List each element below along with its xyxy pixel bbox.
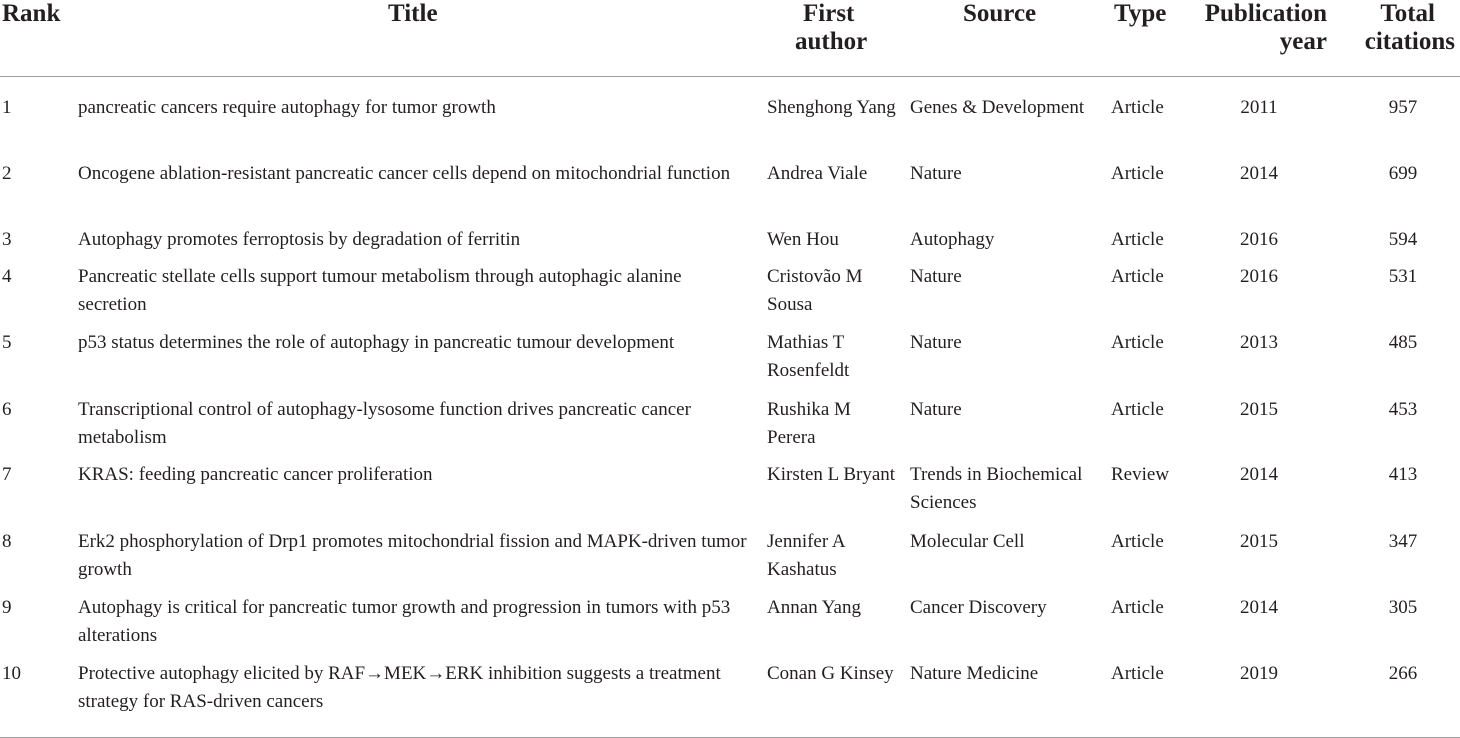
- cell-citations: 453: [1388, 399, 1418, 420]
- header-publication-year-line1: Publication: [1204, 0, 1327, 27]
- cell-title: KRAS: feeding pancreatic cancer proliferation: [78, 464, 433, 485]
- cell-source: Nature: [910, 163, 962, 184]
- cell-citations: 699: [1388, 163, 1418, 184]
- cell-type: Article: [1111, 597, 1164, 618]
- cell-year: 2014: [1240, 597, 1278, 618]
- cell-first-author: Cristovão M Sousa: [767, 266, 863, 315]
- table-header: [0, 0, 1460, 77]
- cell-title: Oncogene ablation-resistant pancreatic cancer cells depend on mitochondrial function: [78, 163, 731, 184]
- cell-source: Nature: [910, 399, 962, 420]
- cell-rank: 1: [2, 97, 12, 118]
- cell-source: Nature Medicine: [910, 663, 1039, 684]
- cell-source: Nature: [910, 332, 962, 353]
- cell-citations: 413: [1388, 464, 1418, 485]
- header-first-author-line2: author: [795, 28, 868, 55]
- cell-first-author: Mathias T Rosenfeldt: [767, 332, 850, 381]
- cell-title: Erk2 phosphorylation of Drp1 promotes mitochondrial fission and MAPK-driven tumor growth: [78, 531, 747, 580]
- header-title: Title: [388, 0, 438, 27]
- cell-citations: 485: [1388, 332, 1418, 353]
- cell-rank: 5: [2, 332, 12, 353]
- header-divider: [0, 76, 1460, 77]
- cell-year: 2013: [1240, 332, 1278, 353]
- cell-title: Autophagy promotes ferroptosis by degradation of ferritin: [78, 229, 521, 250]
- cell-title: p53 status determines the role of autophagy in pancreatic tumour development: [78, 332, 675, 353]
- cell-year: 2016: [1240, 266, 1278, 287]
- header-total-citations-line2: citations: [1364, 28, 1455, 55]
- header-first-author: [795, 0, 868, 56]
- cell-citations: 594: [1388, 229, 1418, 250]
- cell-rank: 2: [2, 163, 12, 184]
- cell-source: Cancer Discovery: [910, 597, 1047, 618]
- cell-type: Article: [1111, 399, 1164, 420]
- header-total-citations: [1353, 0, 1455, 56]
- cell-first-author: Wen Hou: [767, 229, 839, 250]
- cell-title: Transcriptional control of autophagy-lysosome function drives pancreatic cancer metabolism: [78, 399, 691, 448]
- cell-type: Article: [1111, 229, 1164, 250]
- cell-year: 2014: [1240, 163, 1278, 184]
- cell-rank: 8: [2, 531, 12, 552]
- cell-citations: 531: [1388, 266, 1418, 287]
- cell-first-author: Conan G Kinsey: [767, 663, 894, 684]
- header-publication-year: [1193, 0, 1327, 56]
- header-type: Type: [1114, 0, 1167, 27]
- cell-source: Molecular Cell: [910, 531, 1025, 552]
- cell-title: Autophagy is critical for pancreatic tumor growth and progression in tumors with p53 alterations: [78, 597, 731, 646]
- header-publication-year-line2: year: [1279, 28, 1327, 55]
- header-total-citations-line1: Total: [1380, 0, 1435, 27]
- cell-citations: 266: [1388, 663, 1418, 684]
- cell-year: 2019: [1240, 663, 1278, 684]
- cell-title: pancreatic cancers require autophagy for tumor growth: [78, 97, 496, 118]
- header-first-author-line1: First: [803, 0, 855, 27]
- cell-source: Genes & Development: [910, 97, 1085, 118]
- header-rank: Rank: [2, 0, 61, 27]
- cell-type: Article: [1111, 97, 1164, 118]
- cell-citations: 957: [1388, 97, 1418, 118]
- cell-rank: 9: [2, 597, 12, 618]
- cell-year: 2011: [1240, 97, 1278, 118]
- cell-year: 2016: [1240, 229, 1278, 250]
- cell-rank: 7: [2, 464, 12, 485]
- cell-citations: 305: [1388, 597, 1418, 618]
- cell-citations: 347: [1388, 531, 1418, 552]
- cell-first-author: Kirsten L Bryant: [767, 464, 896, 485]
- cell-source: Nature: [910, 266, 962, 287]
- cell-type: Article: [1111, 332, 1164, 353]
- cell-first-author: Jennifer A Kashatus: [767, 531, 845, 580]
- cell-source: Trends in Biochemical Sciences: [910, 464, 1083, 513]
- cell-first-author: Shenghong Yang: [767, 97, 896, 118]
- cell-rank: 6: [2, 399, 12, 420]
- cell-type: Article: [1111, 163, 1164, 184]
- cell-year: 2015: [1240, 399, 1278, 420]
- cell-source: Autophagy: [910, 229, 995, 250]
- cell-title: Protective autophagy elicited by RAF→MEK→ERK inhibition suggests a treatment strategy for RAS-driven cancers: [78, 663, 721, 712]
- cell-year: 2015: [1240, 531, 1278, 552]
- cell-first-author: Annan Yang: [767, 597, 861, 618]
- cell-first-author: Rushika M Perera: [767, 399, 851, 448]
- cell-type: Article: [1111, 531, 1164, 552]
- cell-type: Review: [1111, 464, 1170, 485]
- cell-rank: 10: [2, 663, 21, 684]
- cell-rank: 3: [2, 229, 12, 250]
- cell-title: Pancreatic stellate cells support tumour metabolism through autophagic alanine secretion: [78, 266, 682, 315]
- cell-type: Article: [1111, 266, 1164, 287]
- cell-rank: 4: [2, 266, 12, 287]
- header-source: Source: [963, 0, 1037, 27]
- cell-year: 2014: [1240, 464, 1278, 485]
- cell-type: Article: [1111, 663, 1164, 684]
- cell-first-author: Andrea Viale: [767, 163, 868, 184]
